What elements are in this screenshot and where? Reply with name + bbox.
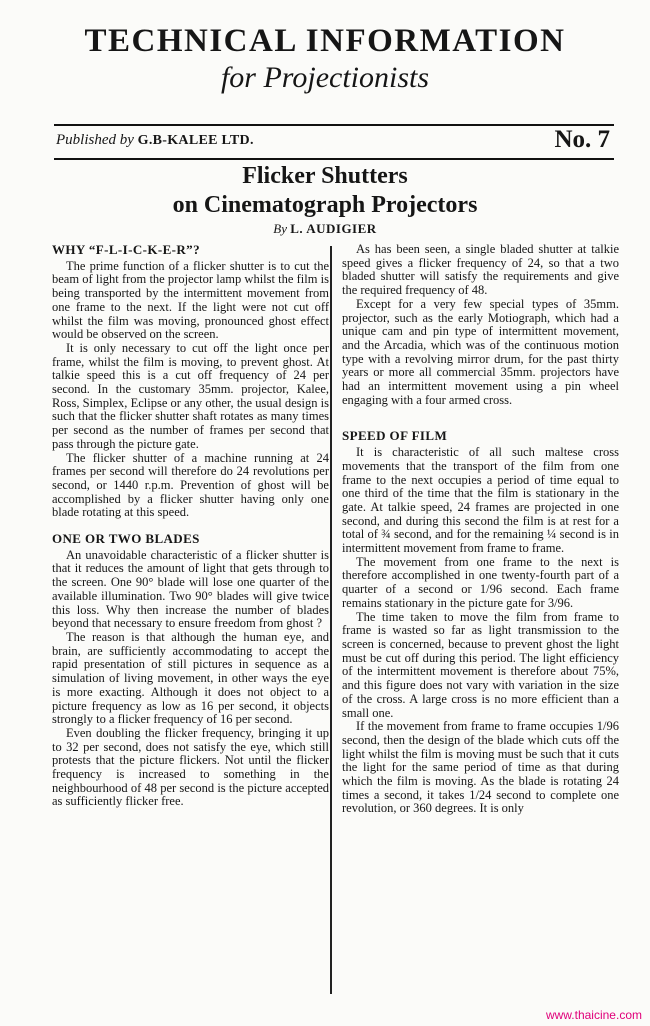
paragraph: It is characteristic of all such maltese cross movements that the transport of the film from one frame to the next occupies a period of time equal to one third of the time that the film is stationary in the gate. At talkie speed, 24 frames are projected in one second, and during this second the film is at rest for a total of ¾ second, and for the remaining ¼ second is in intermittent movement from frame to frame. — [342, 445, 619, 556]
published-by-label: Published by — [56, 132, 138, 148]
article-title-line1: Flicker Shutters — [242, 163, 408, 189]
left-column — [52, 243, 329, 809]
publication-subtitle: for Projectionists — [220, 61, 430, 94]
right-column — [342, 243, 619, 816]
column-divider — [330, 246, 332, 994]
paragraph: Even doubling the flicker frequency, bringing it up to 32 per second, does not satisfy the eye, which still protests that the picture flickers. Not until the flicker frequency is increased to something in the neighbourhood of 48 per second is the picture accepted as sufficiently flicker free. — [52, 725, 329, 809]
published-by-line — [56, 132, 254, 149]
paragraph: An unavoidable characteristic of a flicker shutter is that it reduces the amount of light that gets through to the screen. One 90° blade will lose one quarter of the available illumination. Two 90° blades will give twice this loss. Why then increase the number of blades beyond that necessary to ensure freedom from ghost ? — [52, 547, 329, 631]
section-heading-one-or-two-blades: ONE OR TWO BLADES — [52, 531, 200, 547]
masthead — [0, 22, 650, 96]
paragraph: It is only necessary to cut off the light once per frame, whilst the film is moving, to prevent ghost. At talkie speed this is a cut off frequency of 24 per second. In the customary 35mm. projector, Kalee, Ross, Simplex, Eclipse or any other, the usual design is such that the flicker shutter shaft rotates as many times per second as the number of frames per second that pass through the picture gate. — [52, 340, 329, 451]
paragraph: The prime function of a flicker shutter is to cut the beam of light from the projector lamp whilst the film is being transported by the intermittent movement from one frame to the next. If the light were not cut off whilst the film was moving, pronounced ghost effect would be observed on the screen. — [52, 258, 329, 342]
byline — [0, 221, 650, 237]
section-heading-speed-of-film: SPEED OF FILM — [342, 428, 448, 444]
paragraph: The movement from one frame to the next is therefore accomplished in one twenty-fourth part of a quarter of a second or 1/96 second. Each frame remains stationary in the picture gate for 3/96. — [342, 554, 619, 610]
section-gap — [342, 407, 619, 429]
watermark: www.thaicine.com — [545, 1008, 642, 1022]
section-heading-why-flicker: WHY “F-L-I-C-K-E-R”? — [52, 242, 200, 257]
paragraph: As has been seen, a single bladed shutter at talkie speed gives a flicker frequency of 24, so that a two bladed shutter will satisfy the requirements and give the required frequency of 48. — [342, 242, 619, 298]
paragraph: If the movement from frame to frame occupies 1/96 second, then the design of the blade which cuts off the light whilst the film is moving must be such that it cuts the light for the same period of time as that during which the film is moving. As the blade is rotating 24 times a second, it takes 1/24 second to complete one revolution, or 360 degrees. It is only — [342, 719, 619, 816]
paragraph: The flicker shutter of a machine running at 24 frames per second will therefore do 24 revolutions per second, or 1440 r.p.m. Prevention of ghost will be accomplished by a flicker shutter having only one blade rotating at this speed. — [52, 450, 329, 520]
article-title — [0, 162, 650, 220]
publisher-name: G.B-KALEE LTD. — [137, 133, 254, 148]
byline-author: L. AUDIGIER — [290, 221, 377, 236]
byline-by: By — [273, 221, 291, 236]
paragraph: Except for a very few special types of 35mm. projector, such as the early Motiograph, which had a unique cam and pin type of intermittent movement, and the Arcadia, which was of the continuous motion type with a revolving mirror drum, for the past thirty years or more all commercial 35mm. projectors have had an intermittent movement using a pin wheel engaging with a four armed cross. — [342, 296, 619, 407]
paragraph: The reason is that although the human eye, and brain, are sufficiently accommodating to accept the rapid presentation of still pictures in sequence as a simulation of living movement, in other ways the eye is more exacting. Although it does not object to a picture frequency as low as 16 per second, it objects strongly to a flicker frequency of 16 per second. — [52, 629, 329, 727]
publisher-bar — [54, 124, 614, 160]
issue-number: No. 7 — [554, 126, 610, 153]
paragraph: The time taken to move the film from frame to frame is wasted so far as light transmission to the screen is concerned, because to prevent ghost the light must be cut off during this period. The light efficiency of the intermittent movement is therefore about 75%, and this figure does not vary with variation in the size of the cross. A large cross is no more efficient than a small one. — [342, 609, 619, 720]
article-title-line2: on Cinematograph Projectors — [172, 192, 478, 218]
publication-title: TECHNICAL INFORMATION — [84, 23, 566, 59]
